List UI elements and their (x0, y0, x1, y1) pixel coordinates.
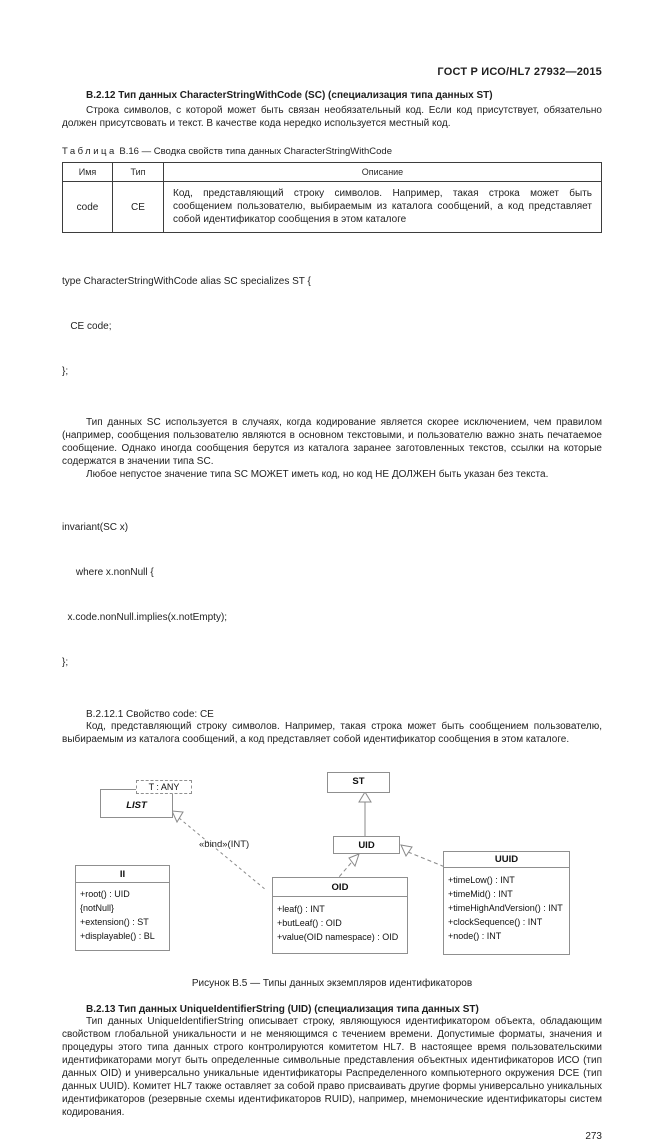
document-code-header: ГОСТ Р ИСО/HL7 27932—2015 (437, 66, 602, 78)
properties-table (62, 162, 602, 233)
class-box-ii (75, 865, 170, 951)
code-line: CE code; (62, 321, 112, 332)
class-attribute: +extension() : ST (80, 917, 149, 927)
paragraph-b213: Тип данных UniqueIdentifierString описывает строку, являющуюся идентификатором объекта, обладающим свойством глобальной уникальности и не меняющимся с течением времени. Допустимые форматы, значения и процедуры этого типа данных строго контролируются комитетом HL7. В настоящее время пользовательскими идентификаторами могут быть определенные символьные представления объектных идентификаторов ИСО (тип данных OID) и универсально уникальные идентификаторы Распределенного компьютерного окружения DCE (тип данных UUID). Комитет HL7 также оставляет за собой право присваивать другие формы универсально уникальных идентификаторов (резервные схемы идентификаторов RUID), например, мнемонические идентификаторы систем кодирования. (62, 1016, 602, 1118)
paragraph-b212-intro: Строка символов, с которой может быть связан необязательный код. Если код присутствует, обязательно должен присутсвовать и текст. В качестве кода нередко используется местный код. (62, 105, 602, 129)
class-attribute: +clockSequence() : INT (448, 917, 543, 927)
class-attribute: +leaf() : INT (277, 904, 325, 914)
class-name-st: ST (352, 776, 365, 787)
generalization-arrow-uuid-to-uid (401, 845, 445, 867)
class-attribute: +displayable() : BL (80, 931, 155, 941)
code-line: invariant(SC x) (62, 522, 129, 533)
section-heading-b213: В.2.13 Тип данных UniqueIdentifierString (UID) (специализация типа данных ST) (86, 1004, 479, 1015)
generalization-arrow-uid-to-st (359, 792, 371, 836)
generalization-arrow-oid-to-uid (339, 854, 359, 877)
class-name-oid: OID (273, 878, 407, 897)
page-number: 273 (585, 1131, 602, 1142)
class-attribute: +root() : UID {notNull} (80, 889, 130, 913)
table-caption-b16 (62, 146, 602, 157)
class-name-ii: II (76, 866, 169, 883)
class-box-uid (333, 836, 400, 854)
class-attribute: +butLeaf() : OID (277, 918, 342, 928)
column-header-description: Описание (164, 163, 602, 182)
code-line: where x.nonNull { (62, 567, 154, 578)
page-content-column (62, 0, 602, 1142)
code-line: x.code.nonNull.implies(x.notEmpty); (62, 612, 228, 623)
code-block-type-definition (62, 244, 602, 409)
class-name-uid: UID (358, 840, 375, 851)
class-box-st (327, 772, 390, 793)
column-header-type: Тип (113, 163, 164, 182)
class-attribute: +value(OID namespace) : OID (277, 932, 399, 942)
column-header-name: Имя (63, 163, 113, 182)
paragraph-sc-rule: Любое непустое значение типа SC МОЖЕТ иметь код, но код НЕ ДОЛЖЕН быть указан без текста. (86, 469, 549, 480)
code-line: }; (62, 657, 69, 668)
table-header-row (63, 163, 602, 182)
section-heading-b212: В.2.12 Тип данных CharacterStringWithCode (SC) (специализация типа данных ST) (86, 90, 493, 101)
cell-property-name: code (63, 182, 113, 233)
code-block-invariant (62, 490, 602, 700)
class-box-uuid (443, 851, 570, 955)
code-line: }; (62, 366, 69, 377)
paragraph-b2121: Код, представляющий строку символов. Например, такая строка может быть сообщением пользователю, выбираемым из каталога сообщений, а код представляет собой идентификатор сообщения в этом каталоге. (62, 721, 602, 745)
class-attrs-ii (76, 883, 169, 950)
subsection-heading-b2121: В.2.12.1 Свойство code: CE (86, 709, 214, 720)
table-row (63, 182, 602, 233)
paragraph-sc-usage: Тип данных SC используется в случаях, когда кодирование является скорее исключением, чем правилом (например, сообщения пользователю являются в основном текстовыми, и пользователю важно знать печатаемое сообщение. Однако иногда сообщения берутся из каталога заранее заготовленных текстов, ссылки на которые содержатся в значении типа SC. (62, 417, 602, 467)
class-box-oid (272, 877, 408, 954)
table-caption-word: Таблица (62, 146, 117, 157)
cell-property-type: CE (113, 182, 164, 233)
figure-caption: Рисунок В.5 — Типы данных экземпляров идентификаторов (191, 978, 473, 989)
class-name-list: LIST (126, 800, 147, 811)
code-line: type CharacterStringWithCode alias SC specializes ST { (62, 276, 311, 287)
cell-property-description: Код, представляющий строку символов. Например, такая строка может быть сообщением пользователю, выбираемым из каталога сообщений, а код представляет собой идентификатор сообщения в этом каталоге (164, 182, 602, 233)
class-attrs-uuid (444, 868, 569, 954)
class-attribute: +timeLow() : INT (448, 875, 515, 885)
class-attribute: +timeMid() : INT (448, 889, 513, 899)
table-caption-text: В.16 — Сводка свойств типа данных CharacterStringWithCode (119, 146, 392, 157)
bind-dependency-arrow-oid-to-list (172, 811, 266, 890)
class-attribute: +timeHighAndVersion() : INT (448, 903, 563, 913)
uml-class-diagram (62, 764, 602, 969)
template-param-box: T : ANY (136, 780, 192, 794)
class-attribute: +node() : INT (448, 931, 502, 941)
class-name-uuid: UUID (444, 852, 569, 868)
class-attrs-oid (273, 897, 407, 953)
bind-dependency-label: «bind»(INT) (199, 839, 250, 850)
